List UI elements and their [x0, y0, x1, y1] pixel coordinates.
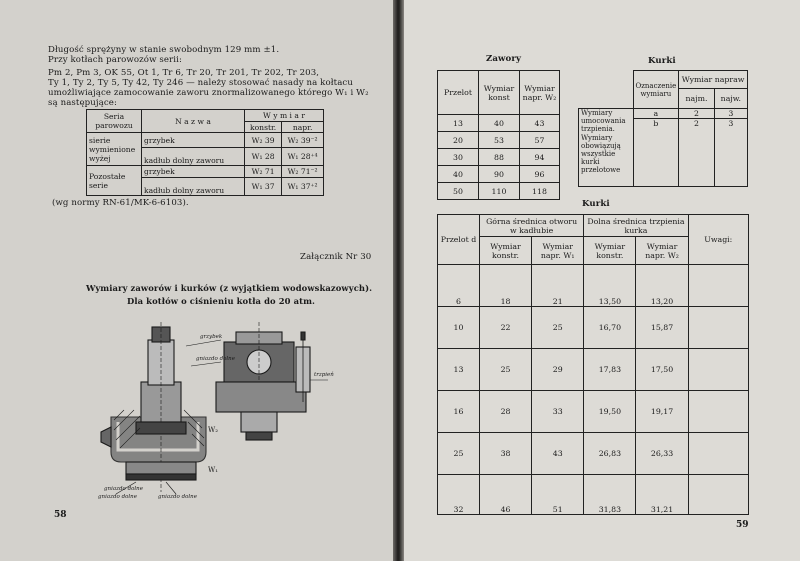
drawing-label: gniazdo dolne [104, 486, 143, 492]
header-wymiar: W y m i a r [245, 110, 324, 122]
cell-napr: W₂ 71⁻² [282, 166, 324, 178]
cell-seria: sierie wymienione wyżej [87, 133, 142, 166]
kurki-small-table [578, 70, 748, 187]
page-number-right: 59 [736, 520, 749, 530]
intro-line: umożliwiające zamocowanie zaworu znormalizowanego którego W₁ i W₂ [48, 88, 369, 98]
zawory-table [437, 70, 560, 200]
zawory-title: Zawory [486, 54, 522, 64]
zawory-cell: 50 [438, 183, 479, 200]
kurki-big-cell: 6 [438, 265, 480, 307]
kurki-big-cell: 25 [479, 349, 531, 391]
drawing-label-w1: W₁ [208, 466, 219, 474]
kurki-big-header-przelot: Przelot d [438, 215, 480, 265]
kurki-small-header-najw: najw. [714, 89, 747, 109]
kurki-big-cell: 25 [532, 307, 584, 349]
zawory-header: Wymiar napr. W₂ [520, 71, 560, 115]
right-page [404, 0, 800, 561]
cell-napr: W₁ 28⁺⁴ [282, 148, 324, 166]
cell-konstr: W₂ 39 [245, 133, 282, 148]
kurki-small-header-group: Wymiar napraw [679, 71, 748, 89]
kurki-big-cell: 43 [532, 433, 584, 475]
kurki-big-cell: 31,83 [584, 475, 636, 515]
kurki-big-cell: 32 [438, 475, 480, 515]
kurki-big-cell: 19,17 [636, 391, 688, 433]
norm-note: (wg normy RN-61/MK-6-6103). [52, 198, 189, 208]
zawory-header: Wymiar konst [479, 71, 520, 115]
left-page [0, 0, 393, 561]
kurki-big-cell: 21 [532, 265, 584, 307]
drawing-label-w2: W₂ [208, 426, 219, 434]
kurki-big-sub: Wymiar napr. W₂ [636, 237, 688, 265]
kurki-small-cell: b [633, 119, 679, 187]
zawory-cell: 94 [520, 149, 560, 166]
zawory-cell: 53 [479, 132, 520, 149]
kurki-big-cell: 31,21 [636, 475, 688, 515]
cell-nazwa: kadłub dolny zaworu [142, 178, 245, 196]
drawing-label: gniazdo dolne [196, 356, 235, 362]
page-number-left: 58 [54, 510, 67, 520]
zawory-cell: 90 [479, 166, 520, 183]
zawory-cell: 20 [438, 132, 479, 149]
drawing-label: gniazdo dolne [98, 494, 137, 500]
drawing-label: trzpień [314, 372, 334, 378]
kurki-big-cell: 13,50 [584, 265, 636, 307]
cell-konstr: W₂ 71 [245, 166, 282, 178]
kurki-big-sub: Wymiar konstr. [584, 237, 636, 265]
kurki-small-header-najm: najm. [679, 89, 714, 109]
heading-main: Wymiary zaworów i kurków (z wyjątkiem wodowskazowych). [86, 283, 373, 293]
kurki-small-cell: a [633, 109, 679, 119]
header-seria: Seria parowozu [87, 110, 142, 133]
zawory-header: Przelot [438, 71, 479, 115]
kurki-small-row-label: Wymiary umocowania trzpienia. Wymiary obowiązują wszystkie kurki przelotowe [579, 109, 634, 187]
zawory-cell: 30 [438, 149, 479, 166]
book-gutter [393, 0, 404, 561]
kurki-small-cell: 2 [679, 109, 714, 119]
kurki-big-sub: Wymiar napr. W₁ [532, 237, 584, 265]
intro-line: Przy kotłach parowozów serii: [48, 55, 182, 65]
kurki-small-cell: 2 [679, 119, 714, 187]
left-dimension-table [86, 109, 324, 196]
cell-nazwa: grzybek [142, 133, 245, 148]
appendix-label: Załącznik Nr 30 [300, 252, 372, 262]
drawing-label: gniazdo dolne [158, 494, 197, 500]
intro-line: Długość sprężyny w stanie swobodnym 129 mm ±1. [48, 45, 280, 55]
kurki-big-cell: 22 [479, 307, 531, 349]
kurki-big-cell: 38 [479, 433, 531, 475]
kurki-small-header-ozn: Oznaczenie wymiaru [633, 71, 679, 109]
intro-line: są następujące: [48, 98, 117, 108]
kurki-big-header-group2: Dolna średnica trzpienia kurka [584, 215, 688, 237]
valve-cock-drawing [96, 322, 341, 502]
cell-konstr: W₁ 28 [245, 148, 282, 166]
zawory-cell: 88 [479, 149, 520, 166]
header-napr: napr. [282, 122, 324, 133]
header-nazwa: N a z w a [142, 110, 245, 133]
zawory-cell: 40 [438, 166, 479, 183]
kurki-big-title: Kurki [582, 199, 610, 209]
kurki-big-header-group1: Górna średnica otworu w kadłubie [479, 215, 583, 237]
zawory-cell: 118 [520, 183, 560, 200]
cell-napr: W₂ 39⁻² [282, 133, 324, 148]
zawory-cell: 43 [520, 115, 560, 132]
zawory-cell: 57 [520, 132, 560, 149]
kurki-big-cell: 13,20 [636, 265, 688, 307]
kurki-big-cell: 33 [532, 391, 584, 433]
kurki-big-cell: 46 [479, 475, 531, 515]
kurki-big-table [437, 214, 749, 515]
kurki-big-cell: 26,33 [636, 433, 688, 475]
intro-line: Ty 1, Ty 2, Ty 5, Ty 42, Ty 246 — należy stosować nasady na kołtacu [48, 78, 353, 88]
zawory-cell: 40 [479, 115, 520, 132]
kurki-small-cell: 3 [714, 119, 747, 187]
kurki-big-sub: Wymiar konstr. [479, 237, 531, 265]
cell-nazwa: kadłub dolny zaworu [142, 148, 245, 166]
kurki-big-cell: 15,87 [636, 307, 688, 349]
kurki-big-cell: 16,70 [584, 307, 636, 349]
kurki-big-cell: 10 [438, 307, 480, 349]
cell-seria: Pozostałe serie [87, 166, 142, 196]
kurki-big-cell: 51 [532, 475, 584, 515]
zawory-cell: 96 [520, 166, 560, 183]
kurki-big-cell: 19,50 [584, 391, 636, 433]
kurki-big-cell: 13 [438, 349, 480, 391]
zawory-cell: 13 [438, 115, 479, 132]
kurki-big-cell: 29 [532, 349, 584, 391]
kurki-big-header-uwagi: Uwagi: [688, 215, 748, 265]
kurki-small-title: Kurki [648, 56, 676, 66]
cell-nazwa: grzybek [142, 166, 245, 178]
kurki-big-cell: 16 [438, 391, 480, 433]
kurki-small-cell: 3 [714, 109, 747, 119]
kurki-big-cell: 17,50 [636, 349, 688, 391]
cell-napr: W₁ 37⁺² [282, 178, 324, 196]
kurki-big-cell: 18 [479, 265, 531, 307]
kurki-big-cell: 17,83 [584, 349, 636, 391]
kurki-big-cell: 25 [438, 433, 480, 475]
kurki-big-cell: 26,83 [584, 433, 636, 475]
cell-konstr: W₁ 37 [245, 178, 282, 196]
header-konstr: konstr. [245, 122, 282, 133]
intro-line: Pm 2, Pm 3, OK 55, Ot 1, Tr 6, Tr 20, Tr 201, Tr 202, Tr 203, [48, 68, 320, 78]
zawory-cell: 110 [479, 183, 520, 200]
heading-sub: Dla kotłów o ciśnieniu kotła do 20 atm. [127, 296, 316, 306]
drawing-label: grzybek [200, 334, 223, 340]
kurki-big-cell: 28 [479, 391, 531, 433]
